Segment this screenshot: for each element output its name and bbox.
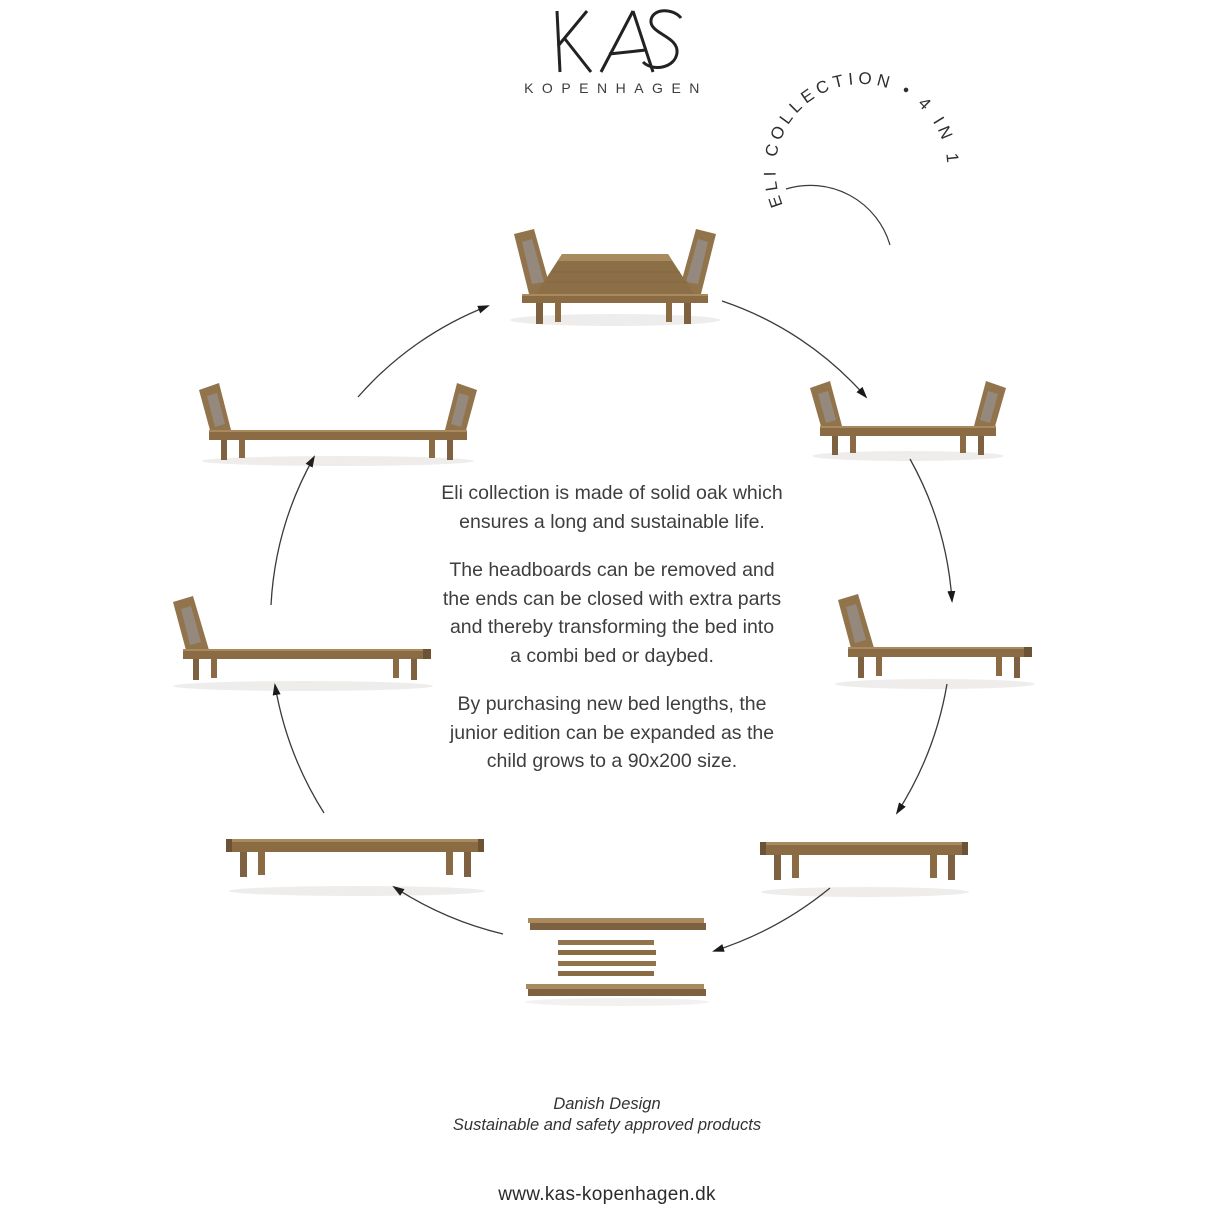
- description-line: Eli collection is made of solid oak which: [441, 482, 783, 504]
- footer-website: www.kas-kopenhagen.dk: [498, 1184, 716, 1205]
- description-line: a combi bed or daybed.: [510, 644, 714, 667]
- arrow-midleft-to-topleft: [271, 457, 314, 605]
- arrow-topright-to-midright: [910, 459, 952, 601]
- brand-logo: [543, 6, 693, 76]
- description-line: child grows to a 90x200 size.: [486, 750, 738, 772]
- description-line: junior edition can be expanded as the: [449, 721, 775, 744]
- arrow-bottomleft-to-midleft: [275, 685, 324, 813]
- collection-badge: [760, 61, 975, 276]
- description-line: By purchasing new bed lengths, the: [457, 693, 767, 715]
- kas-logo-icon: [543, 6, 693, 76]
- badge-curved-text: ELI COLLECTION • 4 IN 1: [760, 68, 963, 211]
- extended-bed-single-headboard-icon: [163, 586, 443, 696]
- daybed-two-headboards-icon: [804, 368, 1012, 464]
- bed-frame-no-headboard-long-icon: [220, 831, 494, 899]
- description-paragraph: [402, 479, 822, 536]
- description-line: the ends can be closed with extra parts: [442, 587, 782, 610]
- daybed-two-headboards-long-icon: [191, 368, 485, 470]
- description-line: and thereby transforming the bed into: [449, 616, 775, 638]
- bed-frame-no-headboard-short-icon: [752, 834, 978, 900]
- footer-tagline: [0, 1094, 1214, 1136]
- disassembled-bed-parts-icon: [520, 908, 714, 1008]
- description-line: The headboards can be removed and: [449, 559, 775, 581]
- badge-arc-icon: [786, 185, 890, 245]
- arrow-midright-to-bottomright: [897, 684, 947, 813]
- description-line: ensures a long and sustainable life.: [459, 510, 765, 533]
- footer-tagline-line1: Danish Design: [553, 1095, 661, 1113]
- junior-bed-single-headboard-icon: [826, 584, 1044, 694]
- description-paragraph: [402, 556, 822, 670]
- footer-tagline-line2: Sustainable and safety approved products: [452, 1116, 762, 1134]
- brand-subtitle: KOPENHAGEN: [524, 80, 708, 96]
- description-block: [402, 479, 822, 796]
- sofa-table-combination-icon: [498, 220, 732, 330]
- description-paragraph: [402, 690, 822, 776]
